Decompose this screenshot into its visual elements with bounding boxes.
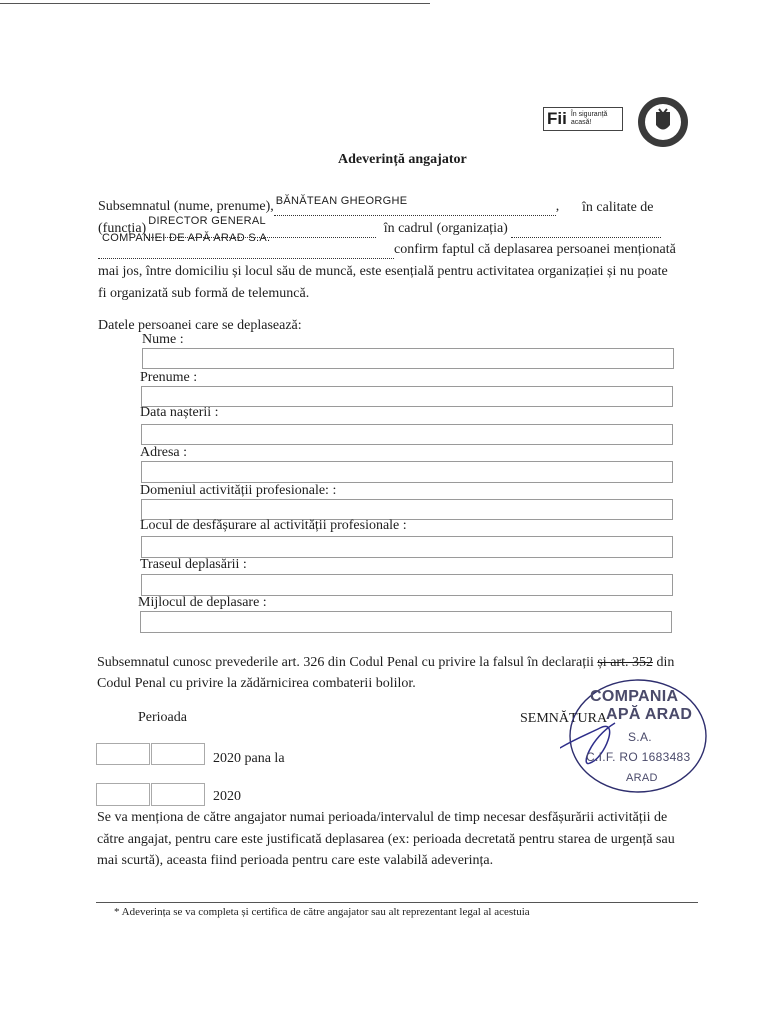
start-month-box[interactable]	[151, 743, 205, 765]
note-line-1: Se va menționa de către angajator numai perioada/intervalul de timp necesar desfășurării activității de	[97, 810, 668, 825]
persons-heading: Datele persoanei care se deplasează:	[98, 318, 302, 333]
function-label: (funcția)	[98, 221, 147, 236]
function-value: DIRECTOR GENERAL	[148, 215, 266, 227]
stamp-line-2: APĂ ARAD	[606, 706, 693, 723]
intro-line-3	[98, 232, 676, 259]
penal-text-strike: și art. 352	[597, 655, 653, 670]
fii-badge	[543, 107, 623, 131]
stamp-line-1: COMPANIA	[590, 688, 679, 705]
start-day-box[interactable]	[96, 743, 150, 765]
mijlocul-input[interactable]	[140, 611, 672, 633]
field-label-traseul: Traseul deplasării :	[140, 557, 247, 572]
stamp-line-5: ARAD	[626, 772, 658, 784]
signature-label: SEMNĂTURA	[520, 711, 608, 726]
seal-text	[636, 95, 637, 96]
field-label-adresa: Adresa :	[140, 445, 188, 460]
traseul-input[interactable]	[141, 574, 673, 596]
intro-line-5: fi organizată sub formă de telemuncă.	[98, 286, 310, 301]
field-label-nume: Nume :	[142, 332, 184, 347]
scan-edge-line	[0, 3, 430, 4]
field-label-mijlocul: Mijlocul de deplasare :	[138, 595, 267, 610]
confirm-text: confirm faptul că deplasarea persoanei menționată	[394, 242, 676, 257]
stamp-line-3: S.A.	[628, 730, 652, 744]
badge-sub1: În siguranță	[570, 111, 608, 118]
stamp-line-4: C.I.F. RO 1683483	[586, 750, 691, 764]
intro-line-1	[98, 195, 560, 216]
field-label-locul: Locul de desfășurare al activității profesionale :	[140, 518, 407, 533]
period-end-year: 2020	[213, 789, 241, 804]
note-line-2: către angajat, pentru care este justificată deplasarea (ex: perioada decretată pentru starea de urgență sau	[97, 832, 675, 847]
data-nasterii-input[interactable]	[141, 424, 673, 445]
badge-main: Fii	[547, 109, 567, 128]
name-comma: ,	[555, 199, 560, 214]
seal-icon	[636, 95, 690, 149]
organization-value: COMPANIEI DE APĂ ARAD S.A.	[102, 232, 271, 244]
penal-line-2: Codul Penal cu privire la zădărnicirea combaterii bolilor.	[97, 676, 416, 691]
period-to-label: 2020 pana la	[213, 751, 285, 766]
end-month-box[interactable]	[151, 783, 205, 806]
nume-input[interactable]	[142, 348, 674, 369]
end-day-box[interactable]	[96, 783, 150, 806]
domeniul-input[interactable]	[141, 499, 673, 520]
period-label: Perioada	[138, 710, 187, 725]
footnote-rule	[96, 902, 698, 903]
penal-text-a: Subsemnatul cunosc prevederile art. 326 din Codul Penal cu privire la falsul în declarații	[97, 655, 594, 670]
company-stamp	[560, 668, 710, 798]
document-title: Adeverință angajator	[338, 152, 467, 167]
name-value: BĂNĂTEAN GHEORGHE	[275, 195, 408, 207]
footnote: * Adeverința se va completa și certifica de către angajator sau alt reprezentant legal al acestuia	[114, 906, 530, 918]
intro-role-label: în calitate de	[582, 200, 654, 215]
penal-text-b: din	[656, 655, 675, 670]
intro-line-4: mai jos, între domiciliu și locul său de muncă, este esențială pentru activitatea organizației și nu poate	[98, 264, 668, 279]
government-seal	[636, 95, 690, 149]
prenume-input[interactable]	[141, 386, 673, 407]
name-label: Subsemnatul (nume, prenume),	[98, 199, 274, 214]
adresa-input[interactable]	[141, 461, 673, 483]
organization-label: în cadrul (organizația)	[383, 221, 508, 236]
field-label-data-nasterii: Data nașterii :	[140, 405, 219, 420]
badge-sub2: acasă!	[570, 119, 592, 126]
note-line-3: mai scurtă), aceasta fiind perioada pentru care este valabilă adeverința.	[97, 853, 494, 868]
field-label-domeniul: Domeniul activității profesionale: :	[140, 483, 337, 498]
field-label-prenume: Prenume :	[140, 370, 198, 385]
locul-input[interactable]	[141, 536, 673, 558]
